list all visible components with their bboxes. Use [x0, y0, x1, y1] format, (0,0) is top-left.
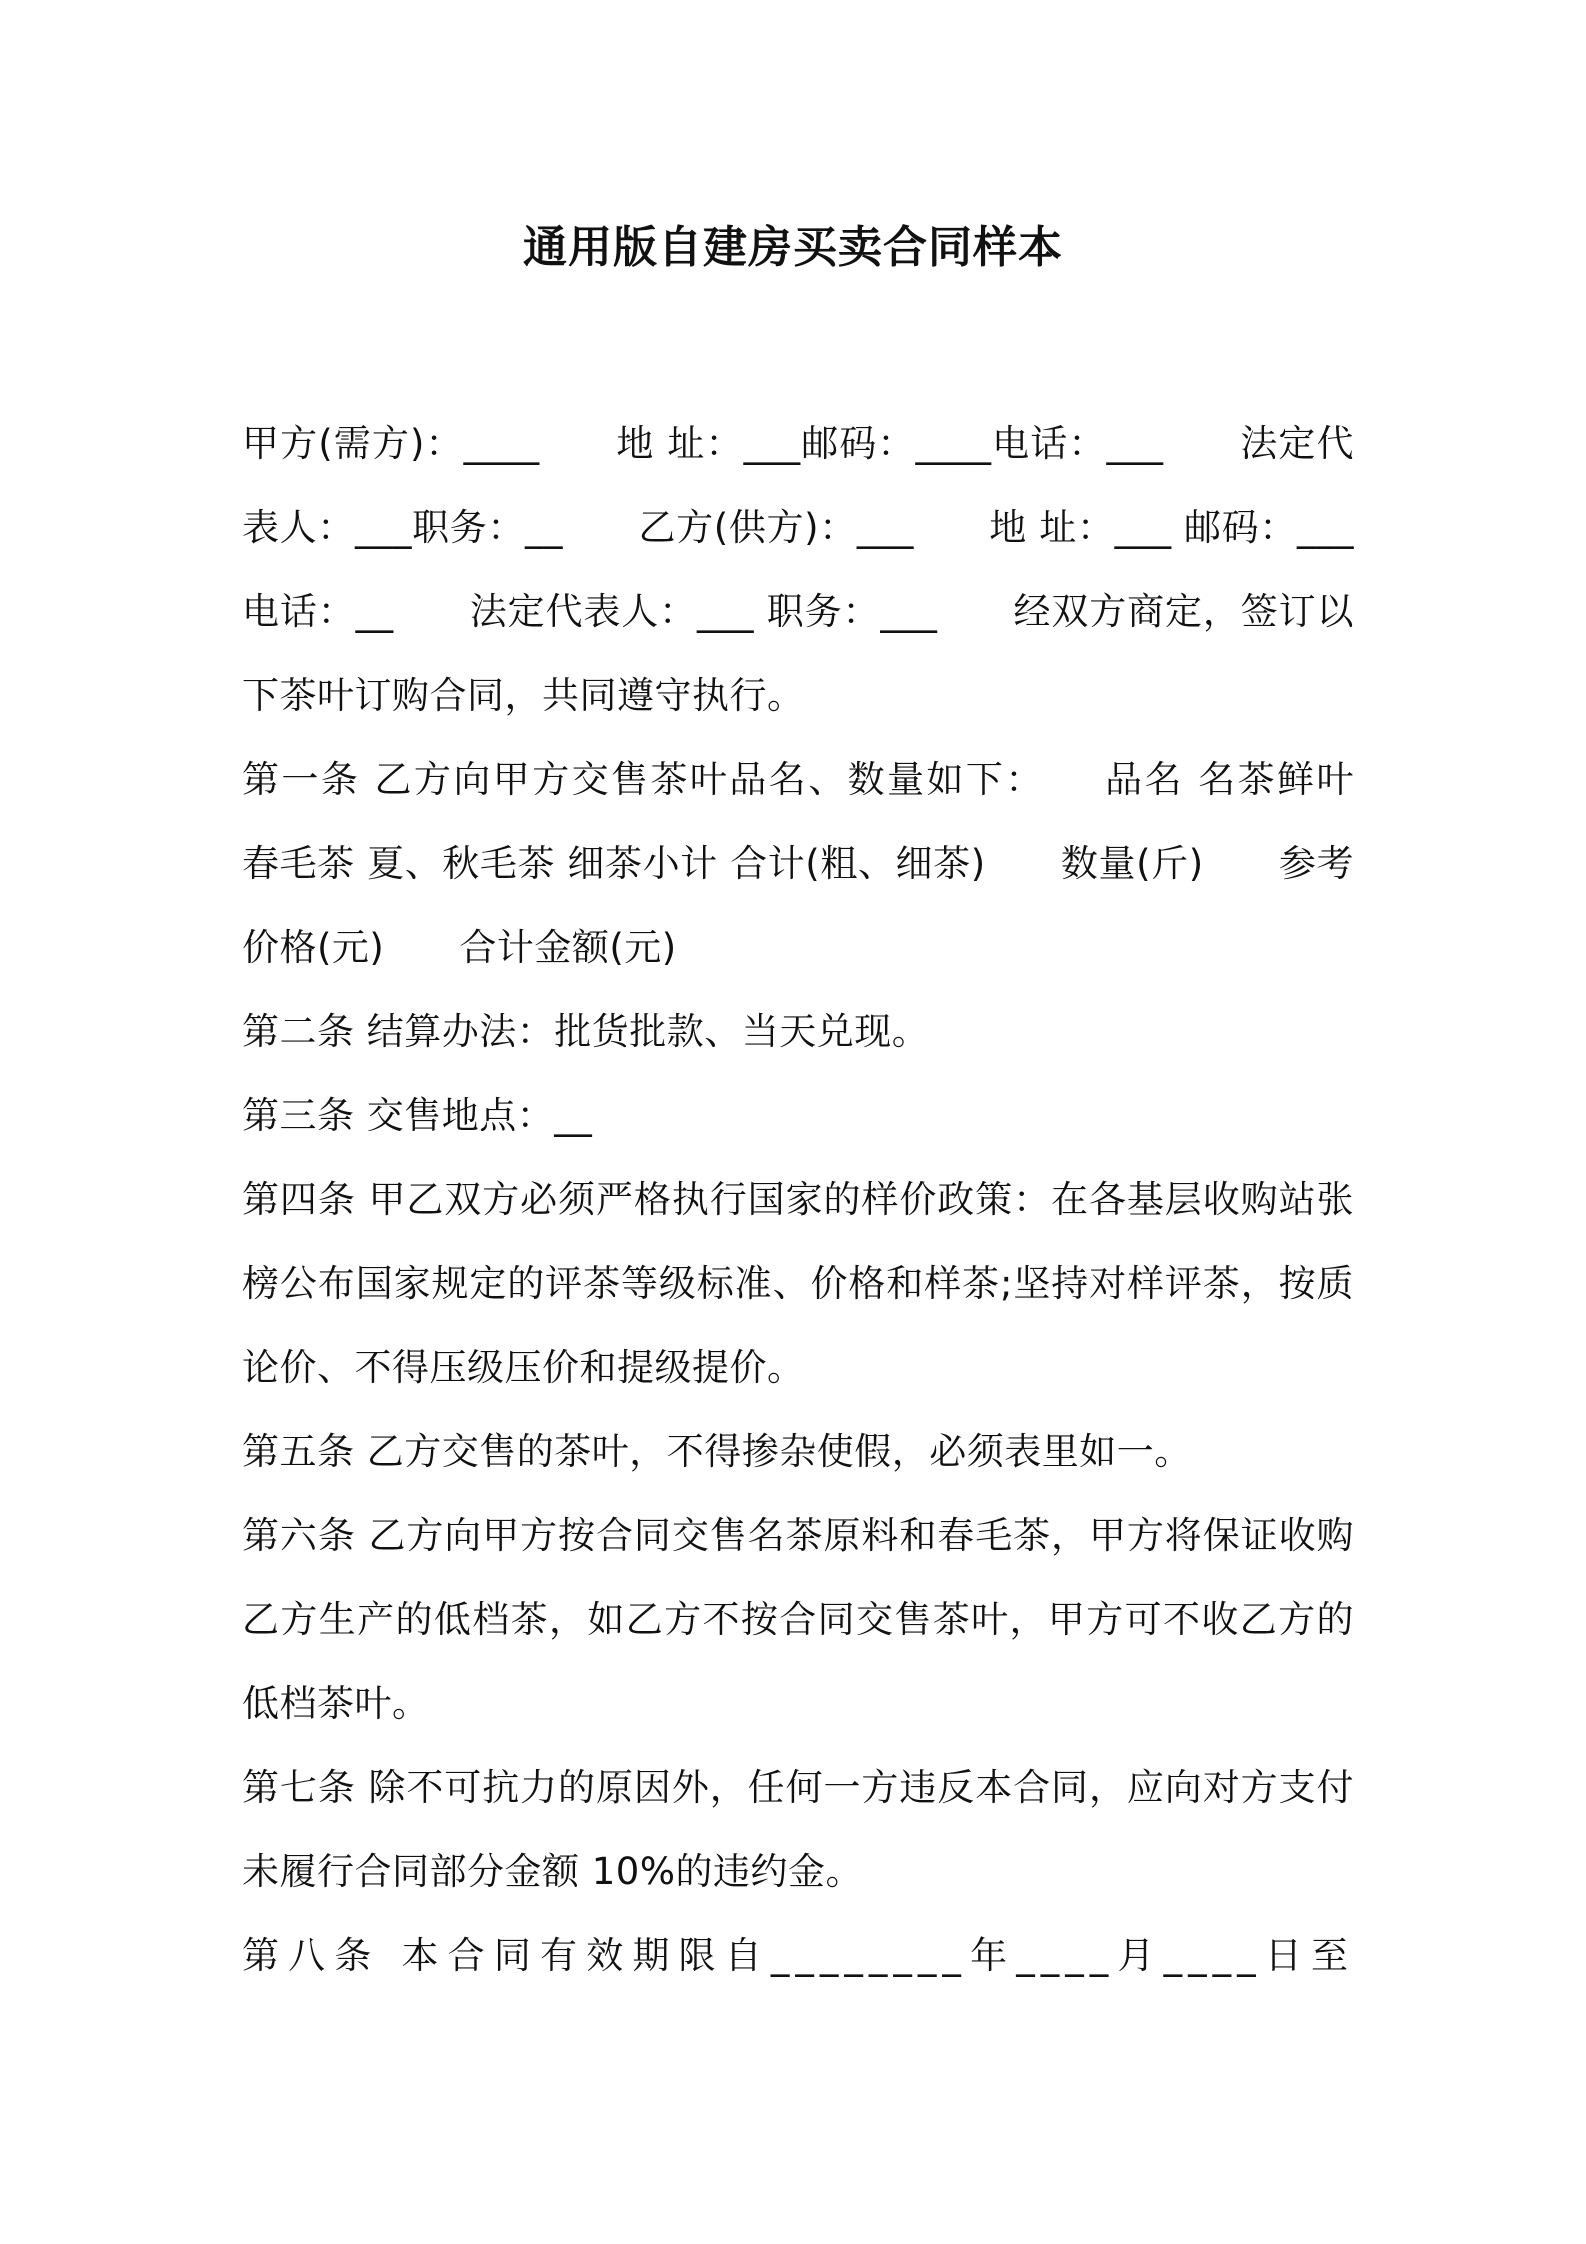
paragraph-article-2: 第二条 结算办法：批货批款、当天兑现。 [242, 1010, 930, 1053]
paragraph-article-1: 第一条 乙方向甲方交售茶叶品名、数量如下： 品名 名茶鲜叶 春毛茶 夏、秋毛茶 细茶小计 合计(粗、细茶) 数量(斤) 参考价格(元) 合计金额(元) [242, 758, 1429, 969]
paragraph-article-4: 第四条 甲乙双方必须严格执行国家的样价政策：在各基层收购站张榜公布国家规定的评茶等级标准、价格和样茶;坚持对样评茶，按质论价、不得压级压价和提级提价。 [242, 1178, 1354, 1389]
document-body [242, 402, 1429, 1998]
document-title: 通用版自建房买卖合同样本 [523, 222, 1063, 273]
paragraph-article-5: 第五条 乙方交售的茶叶，不得掺杂使假，必须表里如一。 [242, 1430, 1192, 1473]
paragraph-article-6: 第六条 乙方向甲方按合同交售名茶原料和春毛茶，甲方将保证收购乙方生产的低档茶，如乙方不按合同交售茶叶，甲方可不收乙方的低档茶叶。 [242, 1514, 1354, 1725]
paragraph-article-3: 第三条 交售地点：__ [242, 1094, 593, 1137]
paragraph-article-7: 第七条 除不可抗力的原因外，任何一方违反本合同，应向对方支付未履行合同部分金额 10%的违约金。 [242, 1766, 1354, 1893]
paragraph-parties: 甲方(需方)：____ 地 址：___邮码：____电话：___ 法定代表人：___职务：__ 乙方(供方)：___ 地 址：___ 邮码：___电话：__ 法定代表人：___ 职务：___ 经双方商定，签订以下茶叶订购合同，共同遵守执行。 [242, 422, 1354, 717]
paragraph-article-8: 第八条 本合同有效期限自________年____月____日至 [242, 1934, 1354, 1977]
